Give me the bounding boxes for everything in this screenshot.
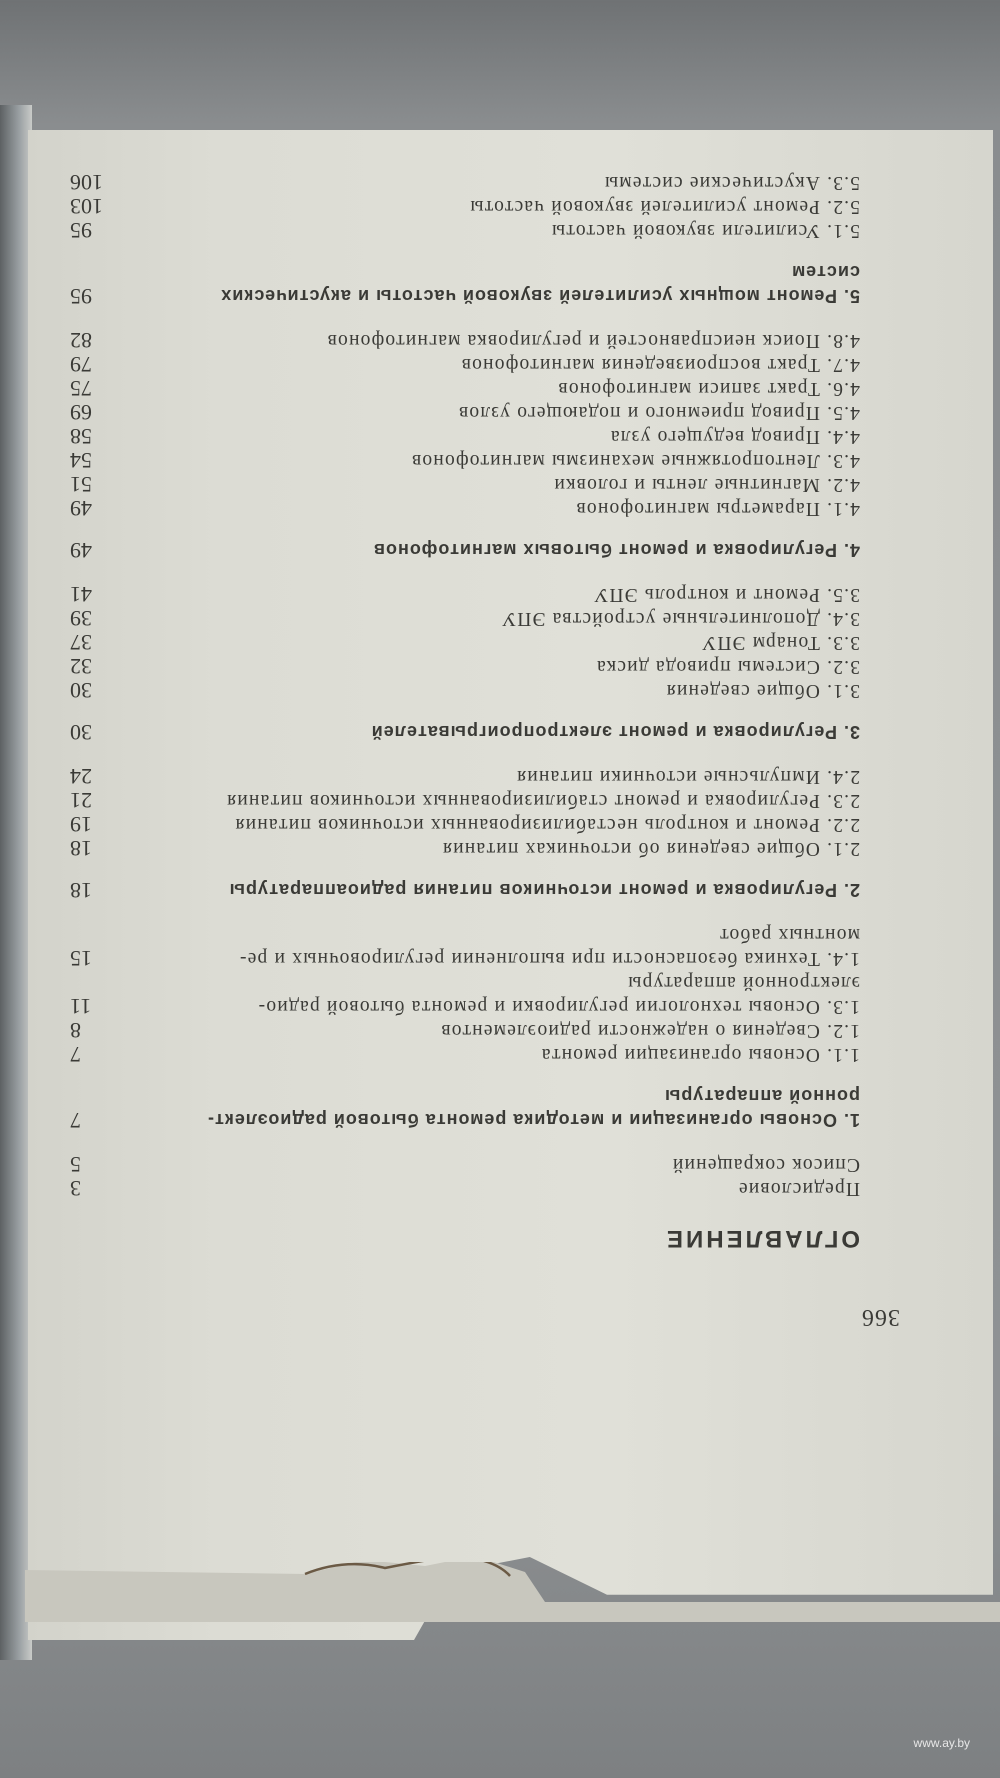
toc-chapter-row — [70, 1084, 860, 1132]
toc-chapter-row — [70, 538, 860, 562]
toc-page-number: 41 — [70, 582, 92, 607]
toc-page-number: 69 — [70, 400, 92, 425]
toc-row — [70, 400, 860, 424]
toc-row — [70, 836, 860, 860]
toc-entry-text: 1.1. Основы организации ремонта — [540, 1044, 860, 1065]
toc-entry-text: 3.4. Дополнительные устройства ЭПУ — [501, 608, 860, 629]
toc-page-number: 106 — [70, 170, 103, 195]
toc-entry-text: 4.2. Магнитные ленты и головки — [553, 474, 860, 495]
toc-page-number: 18 — [70, 836, 92, 861]
toc-row — [70, 1042, 860, 1066]
toc-row — [70, 218, 860, 242]
toc-row — [70, 630, 860, 654]
toc-row — [70, 1176, 860, 1200]
toc-entry-text: 3. Регулировка и ремонт электропроигрывателей — [370, 722, 860, 742]
toc-entry-text: 4.1. Параметры магнитофонов — [575, 498, 860, 519]
toc-entry-text: 4.3. Лентопротяжные механизмы магнитофонов — [410, 450, 860, 471]
toc-page-number: 75 — [70, 376, 92, 401]
toc-page-number: 79 — [70, 352, 92, 377]
toc-page-number: 54 — [70, 448, 92, 473]
toc-row — [70, 472, 860, 496]
toc-entry-text: 4.8. Поиск неисправностей и регулировка магнитофонов — [326, 330, 860, 351]
toc-row — [70, 1018, 860, 1042]
toc-entry-text: 2.4. Импульсные источники питания — [515, 766, 860, 787]
site-watermark: www.ay.by — [913, 1736, 970, 1750]
toc-entry-text: 3.1. Общие сведения — [665, 680, 860, 701]
toc-page-number: 11 — [70, 994, 92, 1019]
toc-page-number: 58 — [70, 424, 92, 449]
toc-row — [70, 582, 860, 606]
toc-page-number: 82 — [70, 328, 92, 353]
toc-row — [70, 654, 860, 678]
toc-row — [70, 352, 860, 376]
toc-entry-text: 2.3. Регулировка и ремонт стабилизированных источников питания — [225, 790, 860, 811]
toc-entry-text: 4.4. Привод ведущего узла — [609, 426, 860, 447]
toc-entry-text: 2.2. Ремонт и контроль нестабилизированных источников питания — [234, 814, 860, 835]
toc-page-number: 18 — [70, 878, 92, 903]
toc-page-number: 19 — [70, 812, 92, 837]
toc-row — [70, 376, 860, 400]
toc-page-number: 32 — [70, 654, 92, 679]
toc-page-number: 24 — [70, 764, 92, 789]
table-of-contents — [70, 170, 860, 1200]
toc-page-number: 30 — [70, 678, 92, 703]
toc-entry-text: 2.1. Общие сведения об источниках питания — [441, 838, 860, 859]
toc-row — [70, 328, 860, 352]
toc-page-number: 8 — [70, 1018, 81, 1043]
toc-row — [70, 788, 860, 812]
toc-chapter-row — [70, 260, 860, 308]
toc-entry-text: 4. Регулировка и ремонт бытовых магнитофонов — [372, 540, 860, 560]
toc-page-number: 37 — [70, 630, 92, 655]
toc-entry-text: 5.1. Усилители звуковой частоты — [550, 220, 860, 241]
toc-page-number: 49 — [70, 538, 92, 563]
toc-row — [70, 448, 860, 472]
toc-row — [70, 194, 860, 218]
toc-page-number: 5 — [70, 1152, 81, 1177]
toc-page-number: 103 — [70, 194, 103, 219]
toc-page-number: 49 — [70, 496, 92, 521]
page-number: 366 — [861, 1304, 900, 1330]
toc-title: ОГЛАВЛЕНИЕ — [663, 1225, 860, 1252]
toc-entry-text: 5.3. Акустические системы — [603, 172, 860, 193]
toc-row — [70, 678, 860, 702]
toc-entry-text: 3.2. Системы привода диска — [595, 656, 860, 677]
book-spine-edge — [0, 105, 32, 1660]
toc-page-number: 15 — [70, 946, 92, 971]
toc-page-number: 95 — [70, 218, 92, 243]
toc-row — [70, 606, 860, 630]
toc-entry-text: 4.6. Тракт записи магнитофонов — [557, 378, 860, 399]
toc-page-number: 7 — [70, 1042, 81, 1067]
toc-chapter-row — [70, 878, 860, 902]
toc-row — [70, 922, 860, 970]
toc-row — [70, 424, 860, 448]
toc-row — [70, 970, 860, 1018]
toc-entry-text: 3.3. Тонарм ЭПУ — [701, 632, 860, 653]
toc-entry-text: 1.3. Основы технологии регулировки и ремонта бытовой радио- электронной аппаратуры — [257, 972, 860, 1017]
toc-entry-text: 5.2. Ремонт усилителей звуковой частоты — [469, 196, 860, 217]
torn-page-edge — [5, 1562, 1000, 1622]
toc-entry-text: 5. Ремонт мощных усилителей звуковой частоты и акустических систем — [220, 262, 860, 306]
toc-entry-text: 3.5. Ремонт и контроль ЭПУ — [593, 584, 860, 605]
toc-row — [70, 812, 860, 836]
toc-row — [70, 764, 860, 788]
toc-row — [70, 170, 860, 194]
toc-entry-text: 1.2. Сведения о надежности радиоэлементов — [440, 1020, 860, 1041]
toc-page-number: 30 — [70, 720, 92, 745]
toc-entry-text: 4.5. Привод приемного и подающего узлов — [457, 402, 860, 423]
toc-entry-text: 2. Регулировка и ремонт источников питания радиоаппаратуры — [228, 880, 860, 900]
toc-entry-text: Список сокращений — [671, 1154, 860, 1175]
toc-row — [70, 496, 860, 520]
toc-page-number: 39 — [70, 606, 92, 631]
upside-down-page-content — [60, 140, 900, 1330]
toc-page-number: 51 — [70, 472, 92, 497]
toc-entry-text: 1.4. Техника безопасности при выполнении регулировочных и ре- монтных работ — [238, 924, 860, 969]
toc-page-number: 3 — [70, 1176, 81, 1201]
toc-page-number: 7 — [70, 1108, 81, 1133]
toc-page-number: 95 — [70, 284, 92, 309]
toc-entry-text: 1. Основы организации и методика ремонта бытовой радиоэлект- ронной аппаратуры — [207, 1086, 860, 1130]
toc-entry-text: Предисловие — [737, 1178, 860, 1199]
toc-row — [70, 1152, 860, 1176]
toc-entry-text: 4.7. Тракт воспроизведения магнитофонов — [460, 354, 860, 375]
toc-page-number: 21 — [70, 788, 92, 813]
toc-chapter-row — [70, 720, 860, 744]
